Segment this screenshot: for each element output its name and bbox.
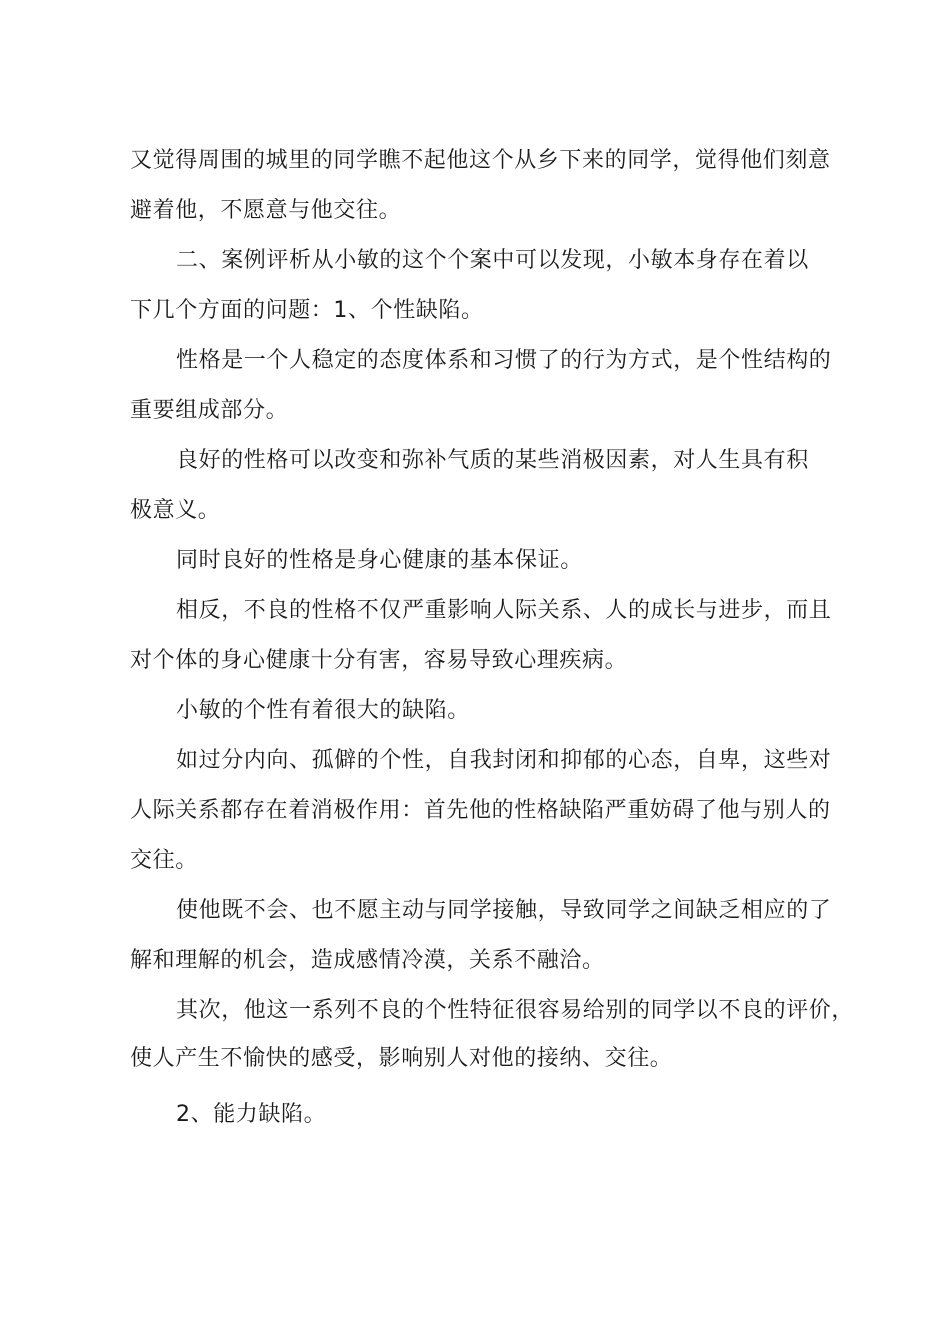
paragraph-start-line: 良好的性格可以改变和弥补气质的某些消极因素，对人生具有积 [176, 448, 809, 473]
text-line: 极意义。 [130, 498, 221, 523]
text-line: 对个体的身心健康十分有害，容易导致心理疾病。 [130, 648, 628, 673]
text-line: 又觉得周围的城里的同学瞧不起他这个从乡下来的同学，觉得他们刻意 [130, 148, 831, 173]
section-heading-line: 2、能力缺陷。 [176, 1102, 327, 1127]
text-line: 交往。 [130, 848, 198, 873]
paragraph-start-line: 使他既不会、也不愿主动与同学接触，导致同学之间缺乏相应的了 [176, 898, 832, 923]
text-line: 下几个方面的问题：1、个性缺陷。 [130, 298, 484, 323]
text-line: 使人产生不愉快的感受，影响别人对他的接纳、交往。 [130, 1046, 673, 1071]
text-line: 重要组成部分。 [130, 398, 289, 423]
text-line: 避着他，不愿意与他交往。 [130, 198, 402, 223]
paragraph-start-line: 性格是一个人稳定的态度体系和习惯了的行为方式，是个性结构的 [176, 348, 832, 373]
paragraph-start-line: 相反，不良的性格不仅严重影响人际关系、人的成长与进步，而且 [176, 598, 832, 623]
text-line: 解和理解的机会，造成感情冷漠，关系不融洽。 [130, 948, 605, 973]
paragraph-start-line: 同时良好的性格是身心健康的基本保证。 [176, 548, 583, 573]
paragraph-start-line: 其次，他这一系列不良的个性特征很容易给别的同学以不良的评价， [176, 998, 855, 1023]
paragraph-start-line: 如过分内向、孤僻的个性，自我封闭和抑郁的心态，自卑，这些对 [176, 748, 832, 773]
section-heading-line: 二、案例评析从小敏的这个个案中可以发现，小敏本身存在着以 [176, 248, 809, 273]
text-line: 人际关系都存在着消极作用：首先他的性格缺陷严重妨碍了他与别人的 [130, 798, 831, 823]
paragraph-start-line: 小敏的个性有着很大的缺陷。 [176, 698, 470, 723]
